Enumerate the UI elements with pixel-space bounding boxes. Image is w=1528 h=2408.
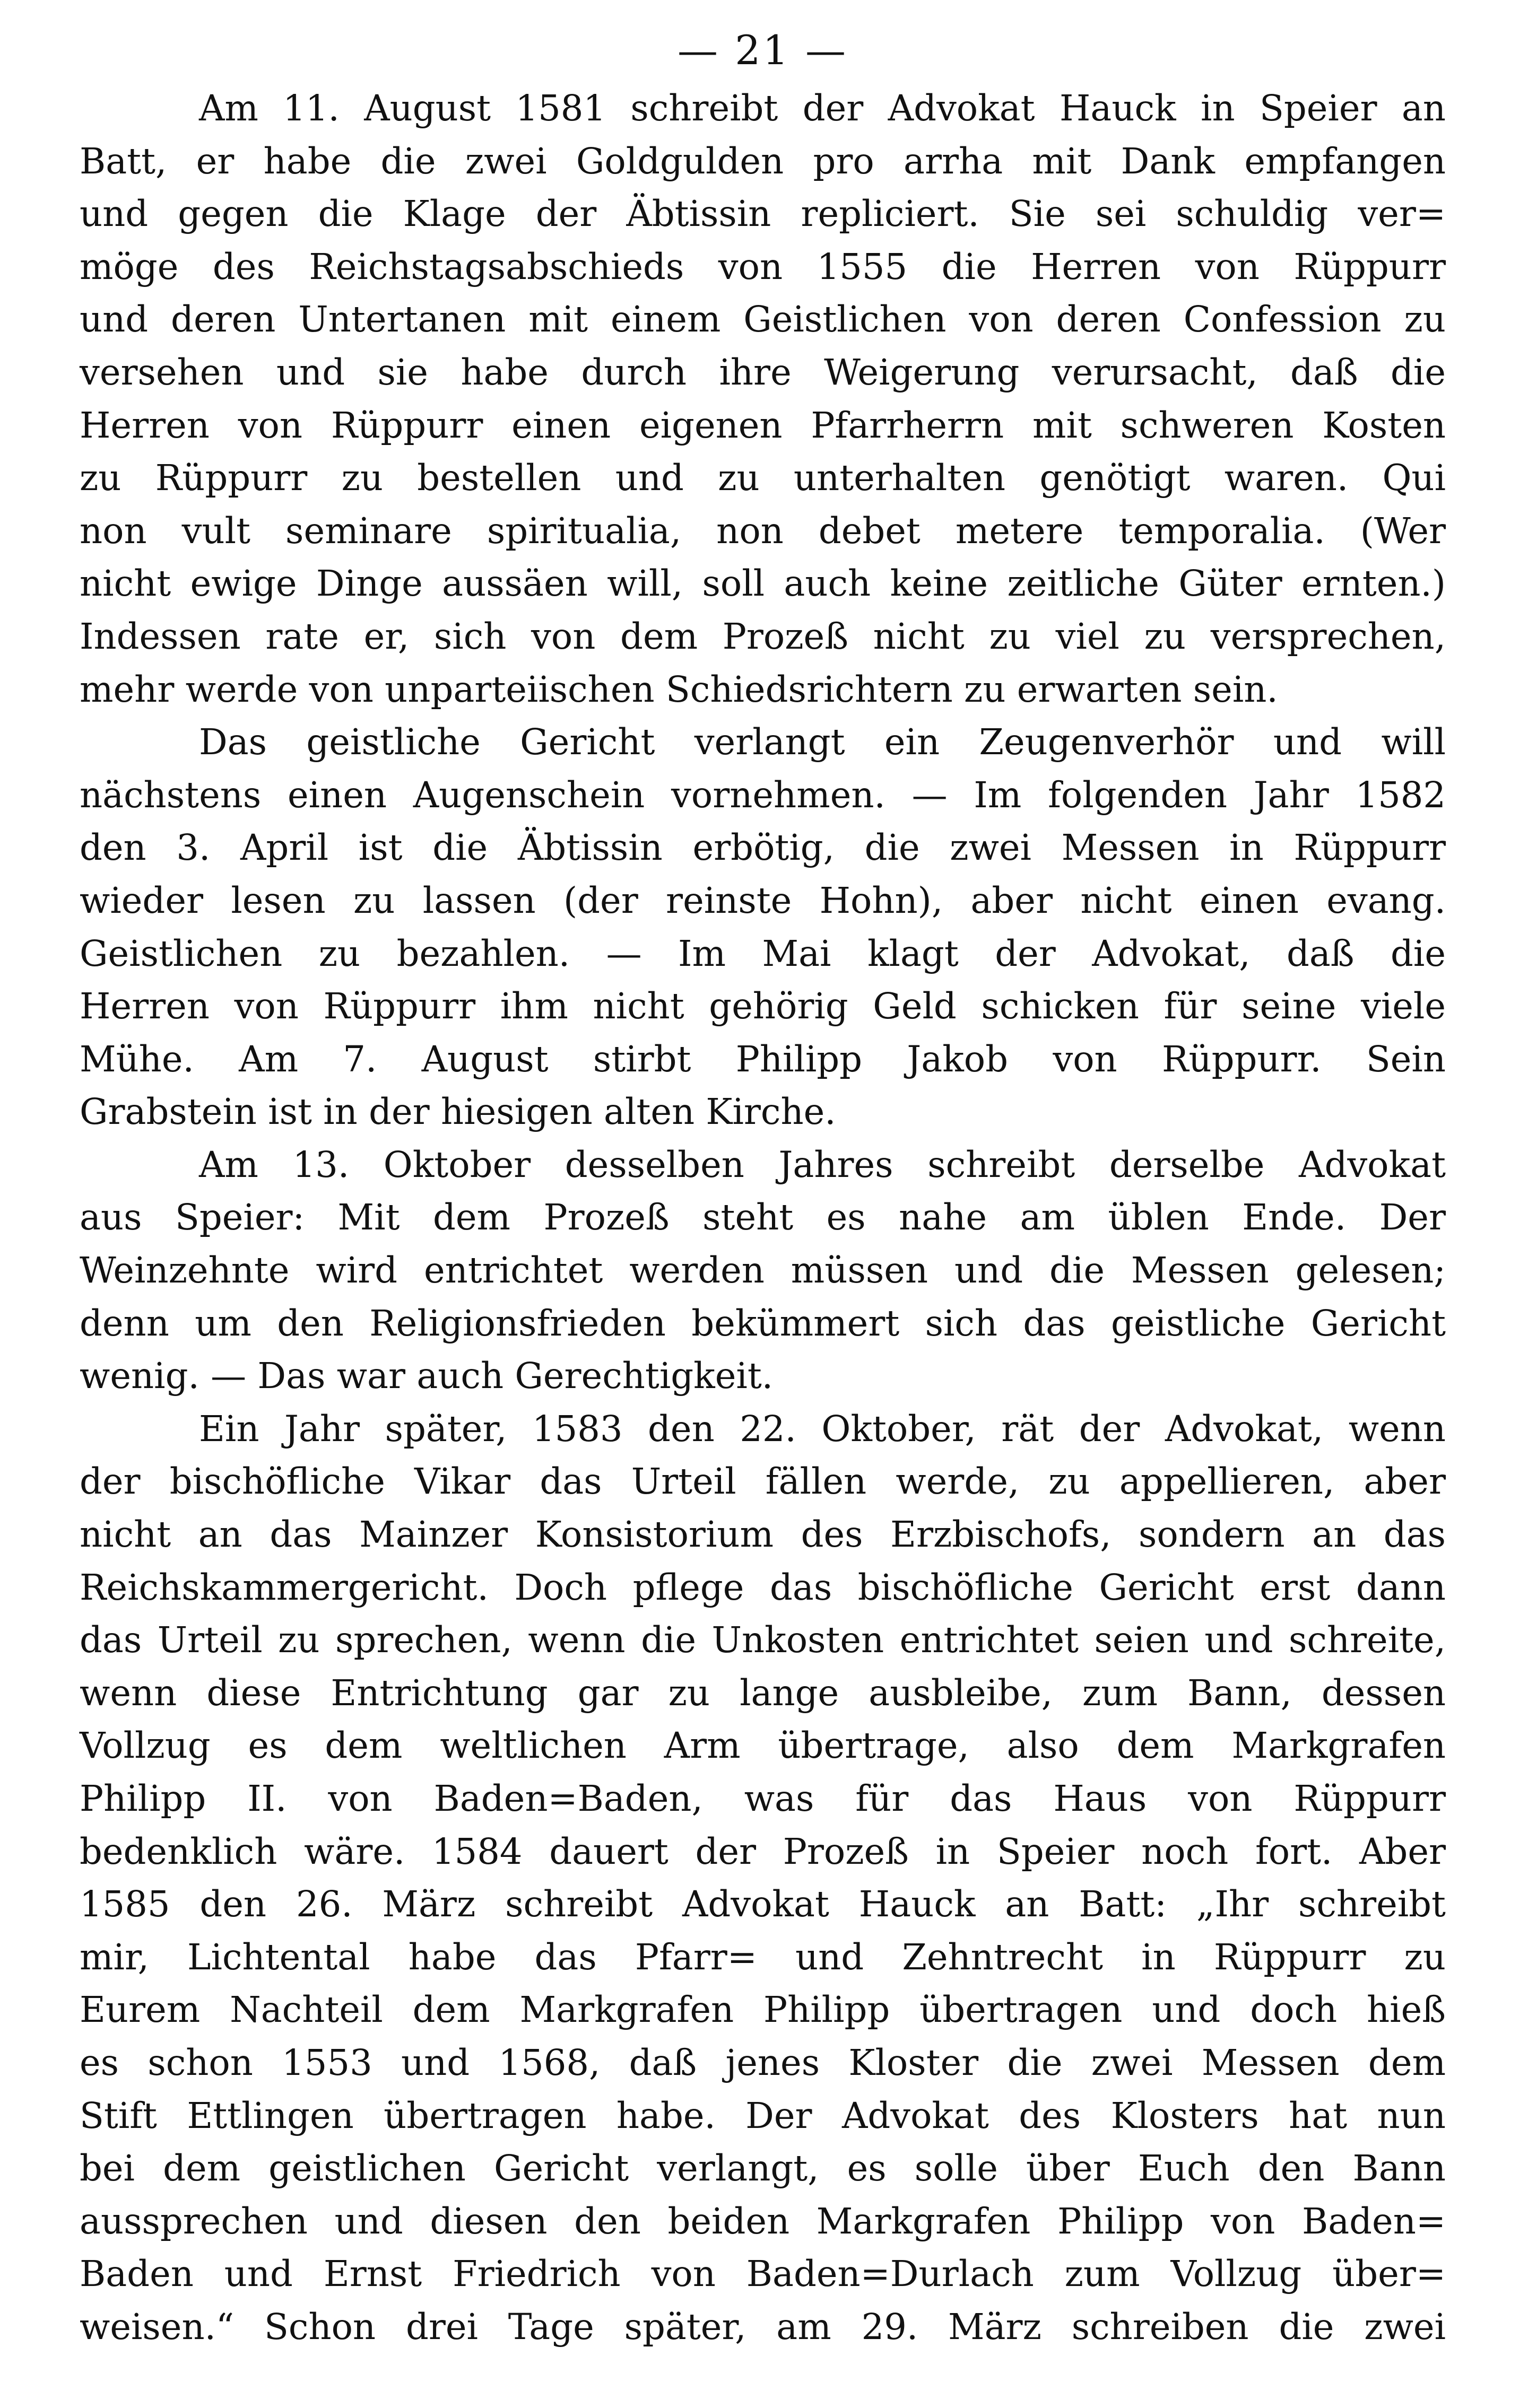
text-line: Vollzug es dem weltlichen Arm übertrage, also dem Markgrafen (80, 1725, 1446, 1767)
text-line: bei dem geistlichen Gericht verlangt, es solle über Euch den Bann (80, 2148, 1446, 2189)
text-line: Eurem Nachteil dem Markgrafen Philipp übertragen und doch hieß (80, 1989, 1446, 2031)
text-line: Mühe. Am 7. August stirbt Philipp Jakob von Rüppurr. Sein (80, 1038, 1446, 1080)
text-line: versehen und sie habe durch ihre Weigerung verursacht, daß die (80, 351, 1446, 393)
text-line: mir, Lichtental habe das Pfarr= und Zehntrecht in Rüppurr zu (80, 1936, 1446, 1978)
text-line: non vult seminare spiritualia, non debet metere temporalia. (Wer (80, 510, 1446, 552)
page-number: — 21 — (677, 27, 848, 74)
text-line: wenig. — Das war auch Gerechtigkeit. (80, 1355, 774, 1397)
document-page (80, 21, 1446, 2387)
text-line: Philipp II. von Baden=Baden, was für das Haus von Rüppurr (80, 1778, 1446, 1819)
text-line: es schon 1553 und 1568, daß jenes Kloster die zwei Messen dem (80, 2041, 1446, 2083)
text-line: nicht an das Mainzer Konsistorium des Erzbischofs, sondern an das (80, 1514, 1446, 1556)
text-line: Indessen rate er, sich von dem Prozeß nicht zu viel zu versprechen, (80, 615, 1446, 657)
text-line: aus Speier: Mit dem Prozeß steht es nahe am üblen Ende. Der (80, 1197, 1446, 1238)
text-line: mehr werde von unparteiischen Schiedsrichtern zu erwarten sein. (80, 668, 1278, 710)
text-line: und deren Untertanen mit einem Geistlichen von deren Confession zu (80, 299, 1446, 341)
text-line: aussprechen und diesen den beiden Markgrafen Philipp von Baden= (80, 2200, 1446, 2242)
text-line: Reichskammergericht. Doch pflege das bischöfliche Gericht erst dann (80, 1566, 1446, 1608)
text-line: den 3. April ist die Äbtissin erbötig, die zwei Messen in Rüppurr (80, 827, 1446, 869)
text-line: Am 13. Oktober desselben Jahres schreibt derselbe Advokat (199, 1144, 1446, 1185)
text-line: Am 11. August 1581 schreibt der Advokat Hauck in Speier an (199, 88, 1446, 129)
text-line: Baden und Ernst Friedrich von Baden=Durlach zum Vollzug über= (80, 2253, 1446, 2295)
body-text (80, 82, 1446, 2354)
text-line: bedenklich wäre. 1584 dauert der Prozeß in Speier noch fort. Aber (80, 1830, 1446, 1872)
text-line: 1585 den 26. März schreibt Advokat Hauck an Batt: „Ihr schreibt (80, 1883, 1446, 1925)
text-line: nächstens einen Augenschein vornehmen. — Im folgenden Jahr 1582 (80, 774, 1446, 816)
text-line: Herren von Rüppurr einen eigenen Pfarrherrn mit schweren Kosten (80, 404, 1446, 446)
text-line: das Urteil zu sprechen, wenn die Unkosten entrichtet seien und schreite, (80, 1619, 1446, 1661)
text-line: Weinzehnte wird entrichtet werden müssen und die Messen gelesen; (80, 1250, 1446, 1292)
text-line: Herren von Rüppurr ihm nicht gehörig Geld schicken für seine viele (80, 985, 1446, 1027)
text-line: nicht ewige Dinge aussäen will, soll auch keine zeitliche Güter ernten.) (80, 563, 1446, 605)
text-line: Das geistliche Gericht verlangt ein Zeugenverhör und will (199, 721, 1446, 763)
text-line: Ein Jahr später, 1583 den 22. Oktober, rät der Advokat, wenn (199, 1408, 1446, 1450)
text-line: Geistlichen zu bezahlen. — Im Mai klagt der Advokat, daß die (80, 932, 1446, 974)
text-line: wenn diese Entrichtung gar zu lange ausbleibe, zum Bann, dessen (80, 1672, 1446, 1714)
text-line: Stift Ettlingen übertragen habe. Der Advokat des Klosters hat nun (80, 2095, 1446, 2136)
text-line: wieder lesen zu lassen (der reinste Hohn), aber nicht einen evang. (80, 879, 1446, 921)
text-line: weisen.“ Schon drei Tage später, am 29. März schreiben die zwei (80, 2306, 1446, 2348)
text-line: zu Rüppurr zu bestellen und zu unterhalten genötigt waren. Qui (80, 457, 1446, 499)
text-line: und gegen die Klage der Äbtissin repliciert. Sie sei schuldig ver= (80, 193, 1446, 235)
text-line: Batt, er habe die zwei Goldgulden pro arrha mit Dank empfangen (80, 140, 1446, 182)
text-line: der bischöfliche Vikar das Urteil fällen werde, zu appellieren, aber (80, 1461, 1446, 1503)
text-line: denn um den Religionsfrieden bekümmert sich das geistliche Gericht (80, 1302, 1446, 1344)
text-line: möge des Reichstagsabschieds von 1555 die Herren von Rüppurr (80, 246, 1446, 287)
text-line: Grabstein ist in der hiesigen alten Kirche. (80, 1091, 836, 1133)
